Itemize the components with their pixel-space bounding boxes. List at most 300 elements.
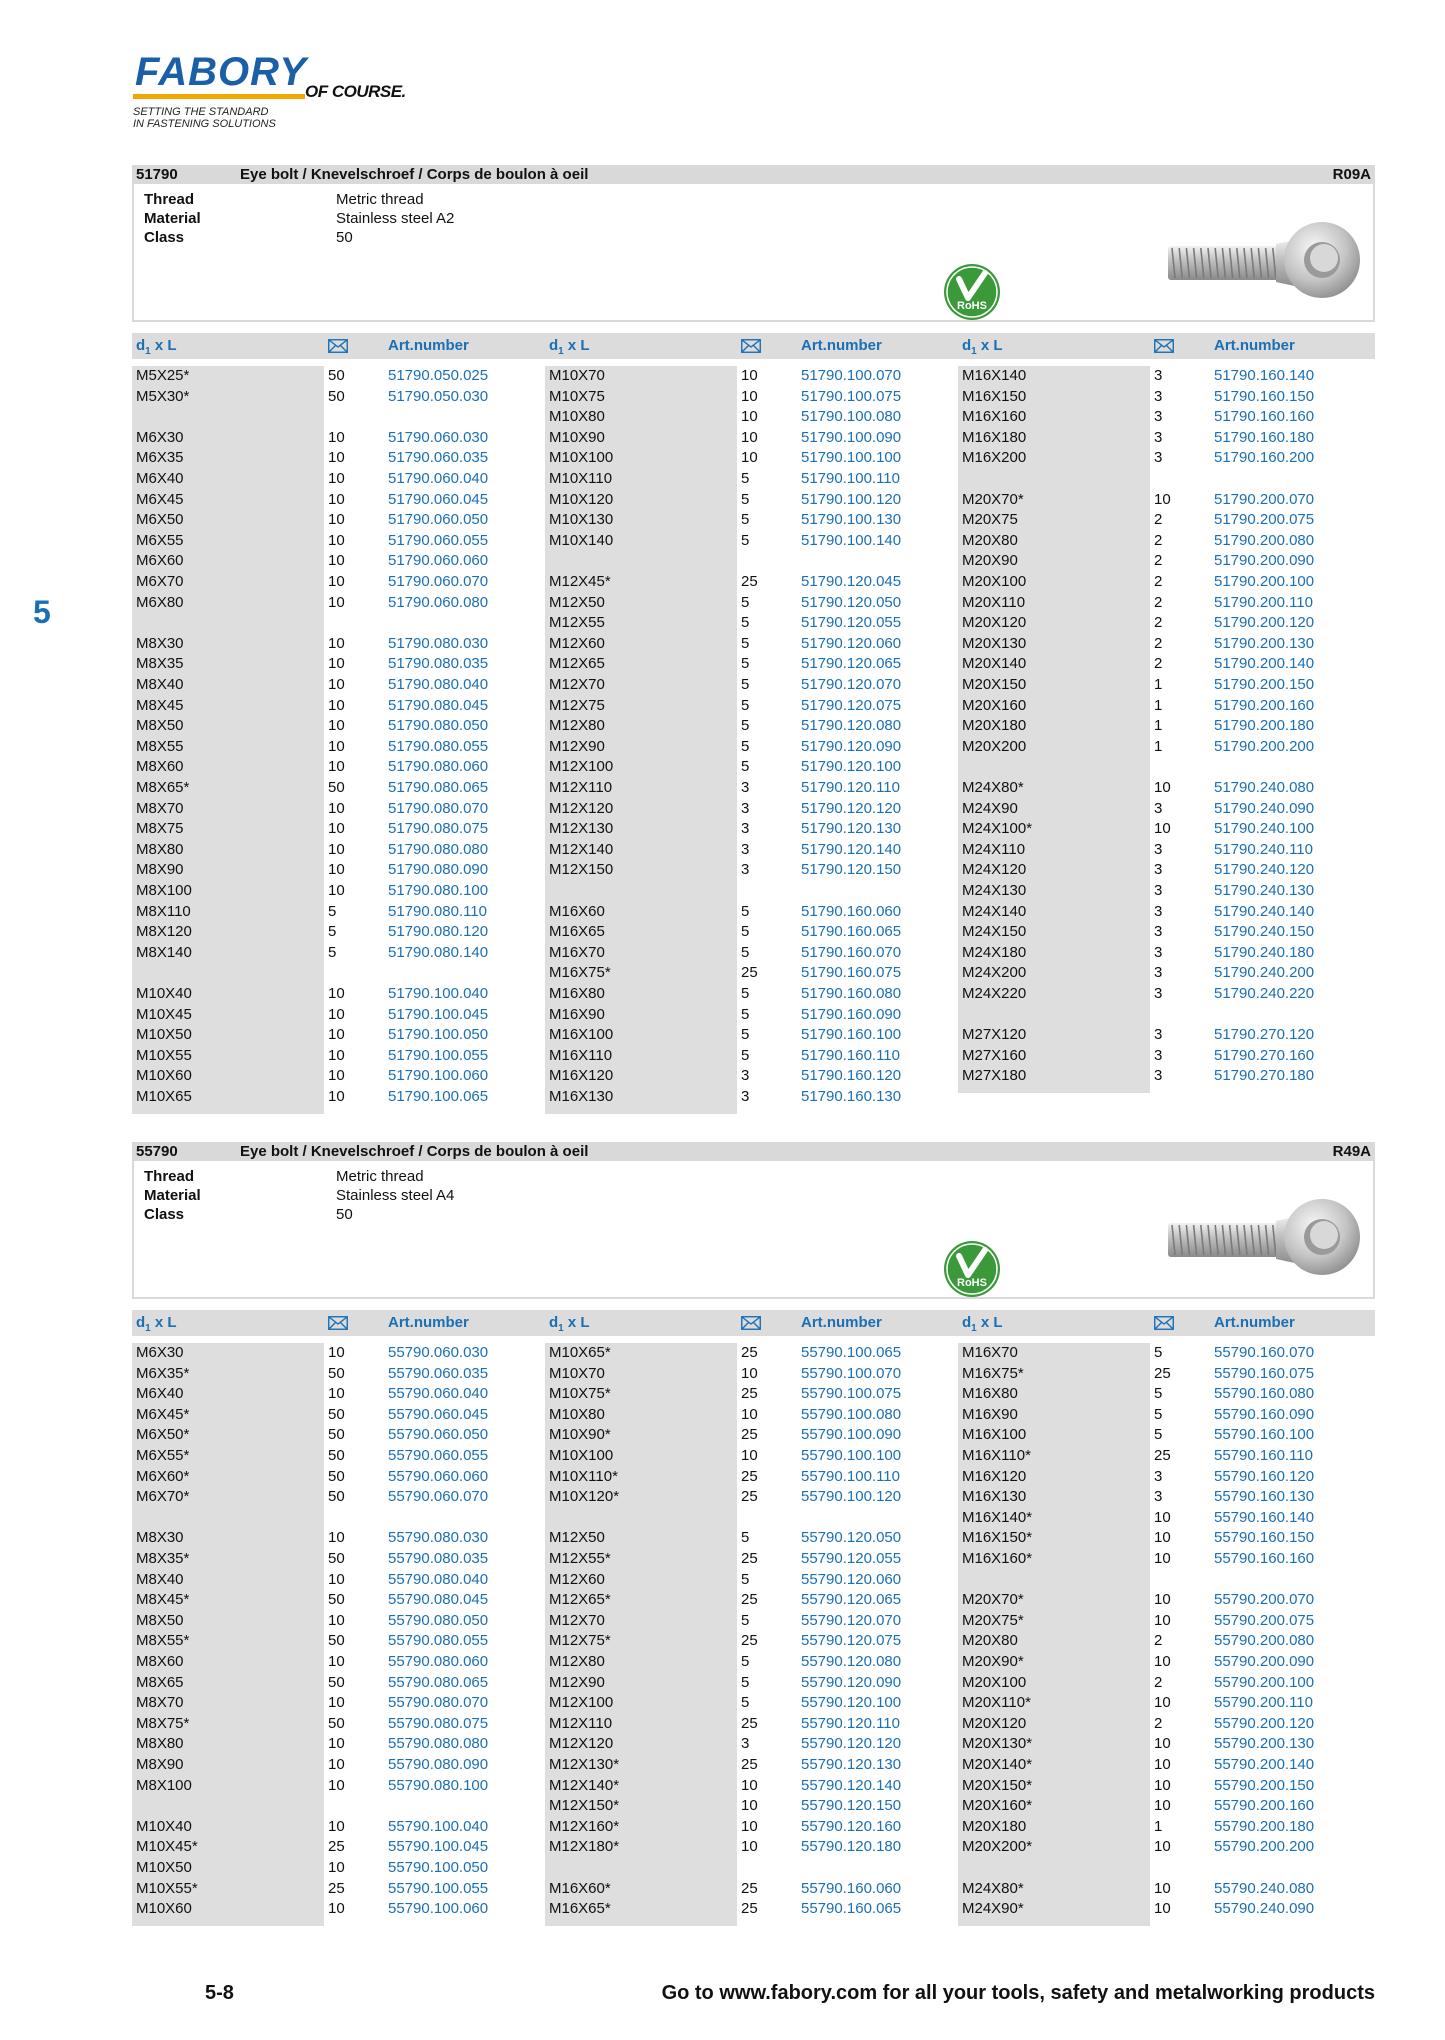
art-number-link[interactable]: 55790.060.045 xyxy=(388,1405,489,1423)
table-row xyxy=(958,675,1371,696)
art-number-link[interactable]: 51790.100.050 xyxy=(388,1026,489,1044)
art-number-link[interactable]: 51790.120.060 xyxy=(801,634,902,652)
quantity-cell: 10 xyxy=(328,655,345,673)
art-number-link[interactable]: 55790.100.045 xyxy=(388,1838,489,1856)
quantity-cell: 3 xyxy=(1154,408,1163,426)
art-number-link[interactable]: 51790.060.040 xyxy=(388,470,489,487)
art-number-link[interactable]: 51790.200.110 xyxy=(1214,593,1313,611)
art-number-link[interactable]: 55790.120.180 xyxy=(801,1838,902,1856)
art-number-link[interactable]: 51790.200.120 xyxy=(1214,614,1315,632)
art-number-link[interactable]: 51790.120.050 xyxy=(801,593,902,611)
art-number-link[interactable]: 51790.240.200 xyxy=(1214,964,1315,982)
art-number-link[interactable]: 55790.060.030 xyxy=(388,1344,489,1361)
dimension-cell: M8X90 xyxy=(136,861,184,879)
art-number-link[interactable]: 51790.160.090 xyxy=(801,1005,902,1023)
table-row xyxy=(132,1364,545,1385)
art-number-link[interactable]: 51790.200.070 xyxy=(1214,490,1315,508)
quantity-cell: 5 xyxy=(1154,1385,1163,1403)
art-number-link[interactable]: 55790.100.075 xyxy=(801,1385,902,1403)
dimension-cell: M16X110* xyxy=(962,1447,1031,1464)
art-number-link[interactable]: 55790.060.070 xyxy=(388,1488,489,1506)
table-row xyxy=(545,1673,958,1694)
art-number-link[interactable]: 51790.060.055 xyxy=(388,531,489,549)
quantity-cell: 5 xyxy=(741,511,750,529)
art-number-link[interactable]: 51790.100.070 xyxy=(801,367,902,384)
art-number-link[interactable]: 55790.080.090 xyxy=(388,1756,489,1773)
art-number-link[interactable]: 51790.060.080 xyxy=(388,593,489,611)
art-number-link[interactable]: 51790.100.045 xyxy=(388,1005,489,1023)
art-number-link[interactable]: 51790.080.100 xyxy=(388,882,489,899)
quantity-cell: 2 xyxy=(1154,634,1163,652)
chapter-number: 5 xyxy=(33,594,51,630)
art-number-link[interactable]: 51790.200.200 xyxy=(1214,737,1315,755)
art-number-link[interactable]: 51790.100.100 xyxy=(801,449,902,467)
art-number-link[interactable]: 55790.120.090 xyxy=(801,1673,902,1691)
table-row xyxy=(545,963,958,984)
dimension-cell: M16X110 xyxy=(549,1046,613,1064)
art-number-link[interactable]: 55790.080.060 xyxy=(388,1653,489,1670)
dimension-cell: M20X200 xyxy=(962,737,1027,755)
table-row xyxy=(958,613,1371,634)
table-row xyxy=(545,860,958,881)
quantity-cell: 25 xyxy=(741,1714,758,1732)
quantity-cell: 10 xyxy=(1154,1611,1171,1629)
art-number-link[interactable]: 51790.160.060 xyxy=(801,902,902,920)
quantity-cell: 5 xyxy=(741,1005,750,1023)
art-number-link[interactable]: 51790.200.080 xyxy=(1214,531,1315,549)
art-number-link[interactable]: 51790.120.110 xyxy=(801,779,900,796)
art-number-link[interactable]: 51790.120.090 xyxy=(801,737,902,755)
art-number-link[interactable]: 55790.080.070 xyxy=(388,1694,489,1712)
art-number-link[interactable]: 51790.100.075 xyxy=(801,387,902,405)
dimension-cell: M20X110 xyxy=(962,593,1026,611)
dimension-cell: M12X110 xyxy=(549,1714,613,1732)
art-number-link[interactable]: 51790.080.080 xyxy=(388,840,489,858)
art-number-link[interactable]: 55790.160.080 xyxy=(1214,1385,1315,1403)
art-number-link[interactable]: 55790.200.090 xyxy=(1214,1653,1315,1670)
art-number-link[interactable]: 51790.120.150 xyxy=(801,861,902,879)
table-row xyxy=(545,1590,958,1611)
art-number-link[interactable]: 55790.060.055 xyxy=(388,1447,489,1464)
dimension-cell: M24X200 xyxy=(962,964,1027,982)
art-number-link[interactable]: 55790.200.140 xyxy=(1214,1756,1315,1773)
dimension-cell: M8X65* xyxy=(136,779,190,796)
dimension-cell: M10X120 xyxy=(549,490,614,508)
art-number-link[interactable]: 51790.060.035 xyxy=(388,449,489,467)
art-number-link[interactable]: 55790.080.050 xyxy=(388,1611,489,1629)
dimension-cell: M24X90* xyxy=(962,1900,1024,1918)
art-number-link[interactable]: 51790.050.025 xyxy=(388,367,489,384)
art-number-link[interactable]: 51790.200.090 xyxy=(1214,552,1315,570)
art-number-link[interactable]: 51790.080.055 xyxy=(388,737,489,755)
art-number-link[interactable]: 51790.080.050 xyxy=(388,717,489,735)
dimension-cell: M16X160 xyxy=(962,408,1027,426)
dimension-cell: M12X55 xyxy=(549,614,605,632)
art-number-link[interactable]: 51790.160.130 xyxy=(801,1088,902,1105)
art-number-link[interactable]: 55790.120.110 xyxy=(801,1714,900,1732)
art-number-link[interactable]: 55790.160.150 xyxy=(1214,1529,1315,1547)
art-number-link[interactable]: 51790.160.180 xyxy=(1214,428,1315,446)
art-number-link[interactable]: 55790.100.065 xyxy=(801,1344,902,1361)
quantity-cell: 3 xyxy=(1154,1026,1163,1044)
dimension-cell: M12X110 xyxy=(549,779,613,796)
art-number-link[interactable]: 51790.080.110 xyxy=(388,902,487,920)
art-number-link[interactable]: 51790.080.075 xyxy=(388,820,489,838)
header-art-number: Art.number xyxy=(1214,337,1295,354)
art-number-link[interactable]: 51790.100.040 xyxy=(388,985,489,1002)
dimension-cell: M24X90 xyxy=(962,799,1018,817)
dimension-cell: M10X60 xyxy=(136,1067,192,1085)
quantity-cell: 50 xyxy=(328,1714,345,1732)
table-row xyxy=(545,1693,958,1714)
art-number-link[interactable]: 51790.100.110 xyxy=(801,470,900,487)
art-number-link[interactable]: 51790.100.080 xyxy=(801,408,902,426)
table-row xyxy=(545,799,958,820)
art-number-link[interactable]: 55790.120.140 xyxy=(801,1776,902,1794)
art-number-link[interactable]: 51790.100.130 xyxy=(801,511,902,529)
art-number-link[interactable]: 51790.060.050 xyxy=(388,511,489,529)
art-number-link[interactable]: 51790.120.065 xyxy=(801,655,902,673)
art-number-link[interactable]: 51790.160.140 xyxy=(1214,367,1315,384)
art-number-link[interactable]: 51790.100.120 xyxy=(801,490,902,508)
quantity-cell: 10 xyxy=(328,1570,345,1588)
art-number-link[interactable]: 51790.050.030 xyxy=(388,387,489,405)
art-number-link[interactable]: 55790.200.120 xyxy=(1214,1714,1315,1732)
table-row xyxy=(132,428,545,449)
dimension-cell: M12X180* xyxy=(549,1838,620,1856)
art-number-link[interactable]: 55790.120.130 xyxy=(801,1756,902,1773)
art-number-link[interactable]: 55790.200.070 xyxy=(1214,1591,1315,1609)
art-number-link[interactable]: 55790.120.160 xyxy=(801,1817,902,1835)
dimension-cell: M20X90 xyxy=(962,552,1018,570)
dimension-cell: M16X80 xyxy=(962,1385,1018,1403)
quantity-cell: 3 xyxy=(1154,1067,1163,1085)
art-number-link[interactable]: 51790.160.110 xyxy=(801,1046,900,1064)
quantity-cell: 10 xyxy=(741,1447,758,1464)
spec-label: Thread xyxy=(144,191,195,208)
art-number-link[interactable]: 51790.120.045 xyxy=(801,573,902,590)
dimension-cell: M10X75* xyxy=(549,1385,611,1403)
spec-box xyxy=(132,184,1375,322)
dimension-cell: M20X140 xyxy=(962,655,1027,673)
art-number-link[interactable]: 55790.120.070 xyxy=(801,1611,902,1629)
art-number-link[interactable]: 51790.270.120 xyxy=(1214,1026,1315,1044)
quantity-cell: 3 xyxy=(741,779,750,796)
art-number-link[interactable]: 55790.240.090 xyxy=(1214,1900,1315,1918)
spec-value: Metric thread xyxy=(336,1168,424,1185)
quantity-cell: 50 xyxy=(328,1467,345,1485)
art-number-link[interactable]: 55790.160.160 xyxy=(1214,1550,1315,1567)
art-number-link[interactable]: 51790.200.140 xyxy=(1214,655,1315,673)
art-number-link[interactable]: 55790.100.055 xyxy=(388,1879,489,1897)
art-number-link[interactable]: 51790.240.100 xyxy=(1214,820,1315,838)
art-number-link[interactable]: 55790.120.100 xyxy=(801,1694,902,1712)
art-number-link[interactable]: 55790.160.130 xyxy=(1214,1488,1315,1506)
art-number-link[interactable]: 55790.100.070 xyxy=(801,1364,902,1382)
art-number-link[interactable]: 51790.060.030 xyxy=(388,428,489,446)
table-row xyxy=(132,1066,545,1087)
quantity-cell: 3 xyxy=(1154,840,1163,858)
art-number-link[interactable]: 55790.080.055 xyxy=(388,1632,489,1650)
art-number-link[interactable]: 51790.160.070 xyxy=(801,943,902,961)
art-number-link[interactable]: 51790.100.060 xyxy=(388,1067,489,1085)
art-number-link[interactable]: 55790.200.200 xyxy=(1214,1838,1315,1856)
art-number-link[interactable]: 51790.200.160 xyxy=(1214,696,1315,714)
art-number-link[interactable]: 51790.240.130 xyxy=(1214,882,1315,899)
dimension-cell: M6X50 xyxy=(136,511,184,529)
art-number-link[interactable]: 55790.200.130 xyxy=(1214,1735,1315,1753)
art-number-link[interactable]: 55790.200.075 xyxy=(1214,1611,1315,1629)
quantity-cell: 10 xyxy=(328,1756,345,1773)
table-row xyxy=(132,1590,545,1611)
table-row xyxy=(545,716,958,737)
dimension-cell: M16X75* xyxy=(962,1364,1024,1382)
art-number-link[interactable]: 51790.120.100 xyxy=(801,758,902,776)
art-number-link[interactable]: 51790.240.080 xyxy=(1214,779,1315,796)
art-number-link[interactable]: 55790.200.110 xyxy=(1214,1694,1313,1712)
art-number-link[interactable]: 51790.240.180 xyxy=(1214,943,1315,961)
art-number-link[interactable]: 51790.160.065 xyxy=(801,923,902,941)
art-number-link[interactable]: 55790.160.120 xyxy=(1214,1467,1315,1485)
art-number-link[interactable]: 51790.120.070 xyxy=(801,676,902,693)
art-number-link[interactable]: 51790.160.120 xyxy=(801,1067,902,1085)
dimension-cell: M10X110 xyxy=(549,470,613,487)
dimension-cell: M8X140 xyxy=(136,943,192,961)
table-row xyxy=(545,696,958,717)
dimension-cell: M16X60* xyxy=(549,1879,611,1897)
art-number-link[interactable]: 51790.120.120 xyxy=(801,799,902,817)
quantity-cell: 5 xyxy=(1154,1344,1163,1361)
table-row xyxy=(132,1817,545,1838)
art-number-link[interactable]: 51790.160.200 xyxy=(1214,449,1315,467)
quantity-cell: 10 xyxy=(741,367,758,384)
art-number-link[interactable]: 51790.080.030 xyxy=(388,634,489,652)
art-number-link[interactable]: 51790.120.080 xyxy=(801,717,902,735)
quantity-cell: 10 xyxy=(1154,1735,1171,1753)
art-number-link[interactable]: 55790.160.075 xyxy=(1214,1364,1315,1382)
art-number-link[interactable]: 51790.120.140 xyxy=(801,840,902,858)
product-table xyxy=(132,333,1375,1105)
art-number-link[interactable]: 55790.160.100 xyxy=(1214,1426,1315,1444)
art-number-link[interactable]: 51790.200.150 xyxy=(1214,676,1315,693)
art-number-link[interactable]: 51790.080.065 xyxy=(388,779,489,796)
art-number-link[interactable]: 55790.060.035 xyxy=(388,1364,489,1382)
art-number-link[interactable]: 51790.120.075 xyxy=(801,696,902,714)
dimension-cell: M12X80 xyxy=(549,717,605,735)
art-number-link[interactable]: 55790.060.050 xyxy=(388,1426,489,1444)
table-row xyxy=(958,902,1371,923)
art-number-link[interactable]: 55790.080.080 xyxy=(388,1735,489,1753)
quantity-cell: 3 xyxy=(1154,428,1163,446)
art-number-link[interactable]: 51790.160.075 xyxy=(801,964,902,982)
art-number-link[interactable]: 51790.080.045 xyxy=(388,696,489,714)
table-row xyxy=(545,1405,958,1426)
dimension-cell: M12X130* xyxy=(549,1756,620,1773)
art-number-link[interactable]: 51790.060.070 xyxy=(388,573,489,590)
dimension-cell: M6X30 xyxy=(136,1344,184,1361)
dimension-cell: M20X130 xyxy=(962,634,1027,652)
art-number-link[interactable]: 55790.080.035 xyxy=(388,1550,489,1567)
art-number-link[interactable]: 55790.100.090 xyxy=(801,1426,902,1444)
art-number-link[interactable]: 51790.160.150 xyxy=(1214,387,1315,405)
quantity-cell: 5 xyxy=(741,490,750,508)
quantity-cell: 50 xyxy=(328,1447,345,1464)
table-row xyxy=(132,1755,545,1776)
art-number-link[interactable]: 55790.200.180 xyxy=(1214,1817,1315,1835)
art-number-link[interactable]: 55790.200.150 xyxy=(1214,1776,1315,1794)
art-number-link[interactable]: 51790.270.160 xyxy=(1214,1046,1315,1064)
art-number-link[interactable]: 55790.100.120 xyxy=(801,1488,902,1506)
art-number-link[interactable]: 55790.160.090 xyxy=(1214,1405,1315,1423)
art-number-link[interactable]: 55790.120.150 xyxy=(801,1797,902,1815)
art-number-link[interactable]: 51790.200.130 xyxy=(1214,634,1315,652)
dimension-cell: M16X100 xyxy=(962,1426,1027,1444)
table-row xyxy=(958,531,1371,552)
art-number-link[interactable]: 55790.060.060 xyxy=(388,1467,489,1485)
art-number-link[interactable]: 55790.100.080 xyxy=(801,1405,902,1423)
art-number-link[interactable]: 55790.080.030 xyxy=(388,1529,489,1547)
art-number-link[interactable]: 51790.240.120 xyxy=(1214,861,1315,879)
art-number-link[interactable]: 55790.120.080 xyxy=(801,1653,902,1670)
art-number-link[interactable]: 55790.240.080 xyxy=(1214,1879,1315,1897)
table-row xyxy=(132,1384,545,1405)
art-number-link[interactable]: 51790.240.110 xyxy=(1214,840,1313,858)
quantity-cell: 2 xyxy=(1154,511,1163,529)
dimension-cell: M20X100 xyxy=(962,573,1027,590)
table-row xyxy=(545,634,958,655)
art-number-link[interactable]: 51790.100.065 xyxy=(388,1088,489,1105)
quantity-cell: 10 xyxy=(741,1405,758,1423)
spec-label: Material xyxy=(144,1187,201,1204)
dimension-cell: M6X40 xyxy=(136,1385,184,1403)
dimension-cell: M8X60 xyxy=(136,1653,184,1670)
table-row xyxy=(132,1693,545,1714)
art-number-link[interactable]: 55790.080.075 xyxy=(388,1714,489,1732)
art-number-link[interactable]: 51790.200.180 xyxy=(1214,717,1315,735)
quantity-cell: 2 xyxy=(1154,614,1163,632)
dimension-cell: M6X45 xyxy=(136,490,184,508)
art-number-link[interactable]: 55790.080.065 xyxy=(388,1673,489,1691)
art-number-link[interactable]: 51790.080.120 xyxy=(388,923,489,941)
dimension-cell: M24X110 xyxy=(962,840,1026,858)
art-number-link[interactable]: 55790.200.080 xyxy=(1214,1632,1315,1650)
spec-box xyxy=(132,1161,1375,1299)
table-row xyxy=(958,593,1371,614)
art-number-link[interactable]: 55790.120.050 xyxy=(801,1529,902,1547)
quantity-cell: 50 xyxy=(328,1488,345,1506)
art-number-link[interactable]: 55790.160.065 xyxy=(801,1900,902,1918)
art-number-link[interactable]: 51790.200.075 xyxy=(1214,511,1315,529)
quantity-cell: 3 xyxy=(741,861,750,879)
art-number-link[interactable]: 55790.080.040 xyxy=(388,1570,489,1588)
art-number-link[interactable]: 51790.080.140 xyxy=(388,943,489,961)
quantity-cell: 10 xyxy=(328,1817,345,1835)
dimension-cell: M8X45* xyxy=(136,1591,190,1609)
quantity-cell: 5 xyxy=(741,985,750,1002)
art-number-link[interactable]: 55790.120.055 xyxy=(801,1550,902,1567)
header-art-number: Art.number xyxy=(1214,1314,1295,1331)
table-row xyxy=(958,551,1371,572)
envelope-icon xyxy=(328,1316,348,1330)
art-number-link[interactable]: 51790.160.080 xyxy=(801,985,902,1002)
art-number-link[interactable]: 55790.160.140 xyxy=(1214,1508,1315,1526)
art-number-link[interactable]: 51790.060.060 xyxy=(388,552,489,570)
art-number-link[interactable]: 55790.100.060 xyxy=(388,1900,489,1918)
table-row xyxy=(545,593,958,614)
dimension-cell: M10X100 xyxy=(549,449,614,467)
quantity-cell: 3 xyxy=(1154,799,1163,817)
art-number-link[interactable]: 55790.120.075 xyxy=(801,1632,902,1650)
art-number-link[interactable]: 51790.100.090 xyxy=(801,428,902,446)
art-number-link[interactable]: 51790.240.150 xyxy=(1214,923,1315,941)
dimension-cell: M8X110 xyxy=(136,902,191,920)
quantity-cell: 2 xyxy=(1154,655,1163,673)
art-number-link[interactable]: 55790.160.110 xyxy=(1214,1447,1313,1464)
art-number-link[interactable]: 51790.080.070 xyxy=(388,799,489,817)
art-number-link[interactable]: 55790.100.050 xyxy=(388,1859,489,1876)
art-number-link[interactable]: 55790.200.100 xyxy=(1214,1673,1315,1691)
art-number-link[interactable]: 51790.100.140 xyxy=(801,531,902,549)
art-number-link[interactable]: 51790.200.100 xyxy=(1214,573,1315,590)
art-number-link[interactable]: 55790.200.160 xyxy=(1214,1797,1315,1815)
art-number-link[interactable]: 51790.160.160 xyxy=(1214,408,1315,426)
art-number-link[interactable]: 51790.080.035 xyxy=(388,655,489,673)
art-number-link[interactable]: 55790.120.120 xyxy=(801,1735,902,1753)
table-row xyxy=(958,1837,1371,1858)
art-number-link[interactable]: 51790.120.055 xyxy=(801,614,902,632)
dimension-cell: M6X60 xyxy=(136,552,184,570)
quantity-cell: 3 xyxy=(1154,964,1163,982)
section-code: 55790 xyxy=(136,1143,178,1160)
art-number-link[interactable]: 55790.080.100 xyxy=(388,1776,489,1794)
art-number-link[interactable]: 51790.160.100 xyxy=(801,1026,902,1044)
art-number-link[interactable]: 51790.270.180 xyxy=(1214,1067,1315,1085)
quantity-cell: 10 xyxy=(328,573,345,590)
art-number-link[interactable]: 51790.240.220 xyxy=(1214,985,1315,1002)
rohs-badge-icon xyxy=(942,1239,1002,1299)
art-number-link[interactable]: 55790.160.060 xyxy=(801,1879,902,1897)
art-number-link[interactable]: 55790.060.040 xyxy=(388,1385,489,1403)
quantity-cell: 5 xyxy=(741,614,750,632)
art-number-link[interactable]: 55790.160.070 xyxy=(1214,1344,1315,1361)
art-number-link[interactable]: 55790.120.060 xyxy=(801,1570,902,1588)
quantity-cell: 5 xyxy=(741,1653,750,1670)
art-number-link[interactable]: 55790.100.110 xyxy=(801,1467,900,1485)
art-number-link[interactable]: 51790.240.140 xyxy=(1214,902,1315,920)
art-number-link[interactable]: 51790.100.055 xyxy=(388,1046,489,1064)
art-number-link[interactable]: 55790.120.065 xyxy=(801,1591,902,1609)
art-number-link[interactable]: 51790.060.045 xyxy=(388,490,489,508)
dimension-cell: M8X50 xyxy=(136,1611,184,1629)
art-number-link[interactable]: 55790.100.100 xyxy=(801,1447,902,1464)
art-number-link[interactable]: 51790.240.090 xyxy=(1214,799,1315,817)
art-number-link[interactable]: 55790.080.045 xyxy=(388,1591,489,1609)
quantity-cell: 50 xyxy=(328,1591,345,1609)
dimension-cell: M20X110* xyxy=(962,1694,1031,1712)
quantity-cell: 5 xyxy=(741,696,750,714)
dimension-cell: M16X70 xyxy=(549,943,605,961)
art-number-link[interactable]: 51790.120.130 xyxy=(801,820,902,838)
logo-underline xyxy=(133,94,305,99)
quantity-cell: 5 xyxy=(741,923,750,941)
quantity-cell: 10 xyxy=(328,511,345,529)
art-number-link[interactable]: 51790.080.090 xyxy=(388,861,489,879)
art-number-link[interactable]: 51790.080.060 xyxy=(388,758,489,776)
art-number-link[interactable]: 51790.080.040 xyxy=(388,676,489,693)
dimension-cell: M24X180 xyxy=(962,943,1027,961)
rohs-label: RoHS xyxy=(957,1277,987,1289)
art-number-link[interactable]: 55790.100.040 xyxy=(388,1817,489,1835)
